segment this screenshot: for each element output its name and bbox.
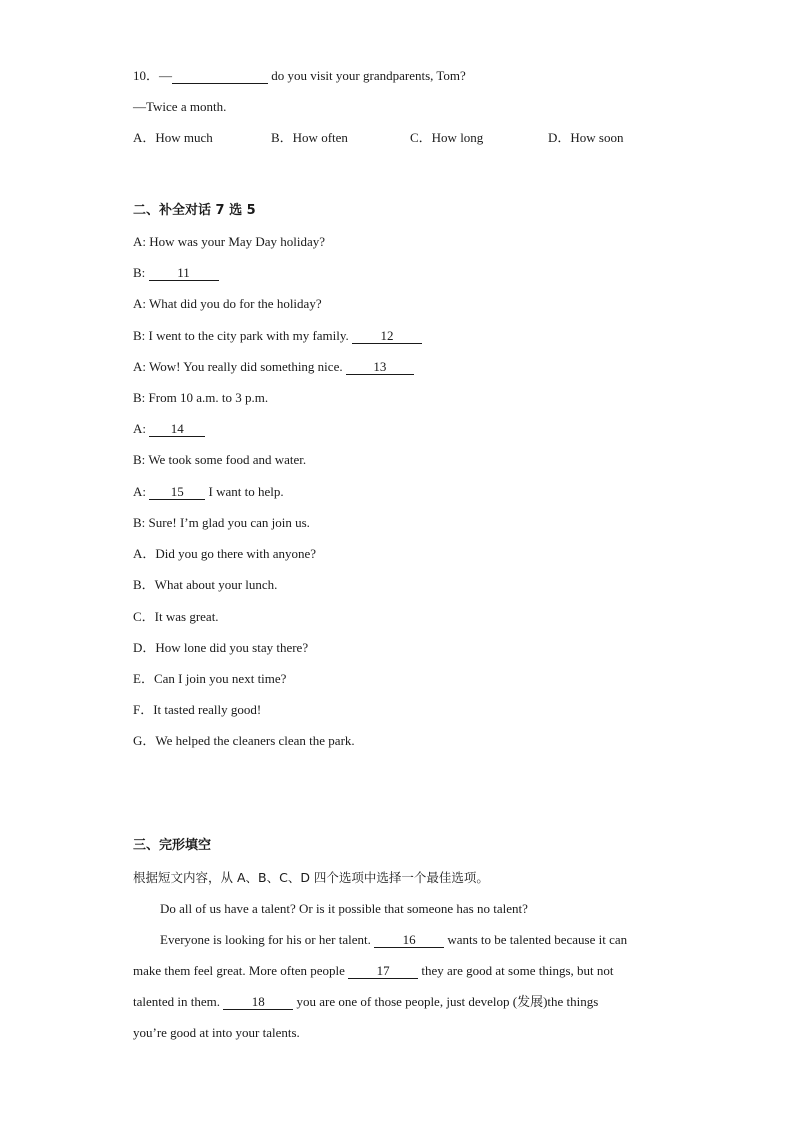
speaker: B: (133, 390, 146, 405)
choice-b[interactable]: B．What about your lunch. (133, 577, 278, 592)
passage-text: make them feel great. More often people (133, 963, 349, 978)
choice-f[interactable]: F．It tasted really good! (133, 702, 262, 717)
choice-d[interactable]: D．How lone did you stay there? (133, 640, 309, 655)
speaker: A: (133, 234, 146, 249)
dash: — (159, 68, 173, 83)
blank-18[interactable]: 18 (223, 995, 293, 1010)
section-2-heading: 二、补全对话 7 选 5 (133, 203, 256, 218)
speaker: A: (133, 421, 146, 436)
blank-12[interactable]: 12 (352, 329, 422, 344)
option-c[interactable]: C．How long (410, 130, 484, 145)
passage-text: they are good at some things, but not (418, 963, 614, 978)
dialogue-text: I want to help. (205, 484, 284, 499)
dialogue-line-10 (133, 515, 310, 531)
speaker: A: (133, 359, 146, 374)
blank-11[interactable]: 11 (149, 266, 219, 281)
dialogue-text: How was your May Day holiday? (149, 234, 326, 249)
dialogue-text: I went to the city park with my family. (148, 328, 353, 343)
blank-17[interactable]: 17 (348, 964, 418, 979)
passage-text: you are one of those people, just develop (发展)the things (293, 994, 599, 1009)
answer-blank[interactable] (172, 69, 268, 84)
dialogue-line-8 (133, 452, 306, 468)
dialogue-line-9 (133, 484, 284, 500)
dialogue-line-2 (133, 265, 219, 281)
dialogue-text: We took some food and water. (148, 452, 307, 467)
option-b[interactable]: B．How often (271, 130, 348, 145)
passage-text: Everyone is looking for his or her talent. (160, 932, 375, 947)
blank-14[interactable]: 14 (149, 422, 205, 437)
dialogue-line-5 (133, 359, 414, 375)
speaker: B: (133, 452, 146, 467)
choice-g[interactable]: G．We helped the cleaners clean the park. (133, 733, 355, 748)
section-3-instruction: 根据短文内容，从 A、B、C、D 四个选项中选择一个最佳选项。 (133, 870, 489, 885)
option-d[interactable]: D．How soon (548, 130, 624, 145)
dialogue-text: Wow! You really did something nice. (149, 359, 346, 374)
blank-15[interactable]: 15 (149, 485, 205, 500)
choice-c[interactable]: C．It was great. (133, 609, 219, 624)
question-number: 10． (133, 68, 160, 83)
choice-a[interactable]: A．Did you go there with anyone? (133, 546, 317, 561)
blank-13[interactable]: 13 (346, 360, 414, 375)
passage-line-2 (160, 932, 627, 948)
dialogue-line-4 (133, 328, 422, 344)
passage-line-1: Do all of us have a talent? Or is it possible that someone has no talent? (160, 901, 528, 916)
speaker: A: (133, 296, 146, 311)
passage-line-4 (133, 994, 598, 1010)
section-3-heading: 三、完形填空 (133, 838, 212, 853)
dialogue-line-6 (133, 390, 268, 406)
question-10-reply: —Twice a month. (133, 99, 227, 114)
passage-line-3 (133, 963, 613, 979)
speaker: B: (133, 515, 146, 530)
dialogue-text: Sure! I’m glad you can join us. (148, 515, 310, 530)
dialogue-text: From 10 a.m. to 3 p.m. (148, 390, 269, 405)
dialogue-line-7 (133, 421, 205, 437)
speaker: B: (133, 328, 146, 343)
dialogue-line-1 (133, 234, 325, 250)
passage-text: talented in them. (133, 994, 224, 1009)
passage-text: wants to be talented because it can (444, 932, 628, 947)
option-a[interactable]: A．How much (133, 130, 213, 145)
passage-line-5: you’re good at into your talents. (133, 1025, 300, 1040)
speaker: A: (133, 484, 146, 499)
speaker: B: (133, 265, 146, 280)
question-text: do you visit your grandparents, Tom? (268, 68, 466, 83)
blank-16[interactable]: 16 (374, 933, 444, 948)
dialogue-text: What did you do for the holiday? (149, 296, 322, 311)
dialogue-line-3 (133, 296, 322, 312)
question-10 (133, 68, 466, 84)
choice-e[interactable]: E．Can I join you next time? (133, 671, 287, 686)
